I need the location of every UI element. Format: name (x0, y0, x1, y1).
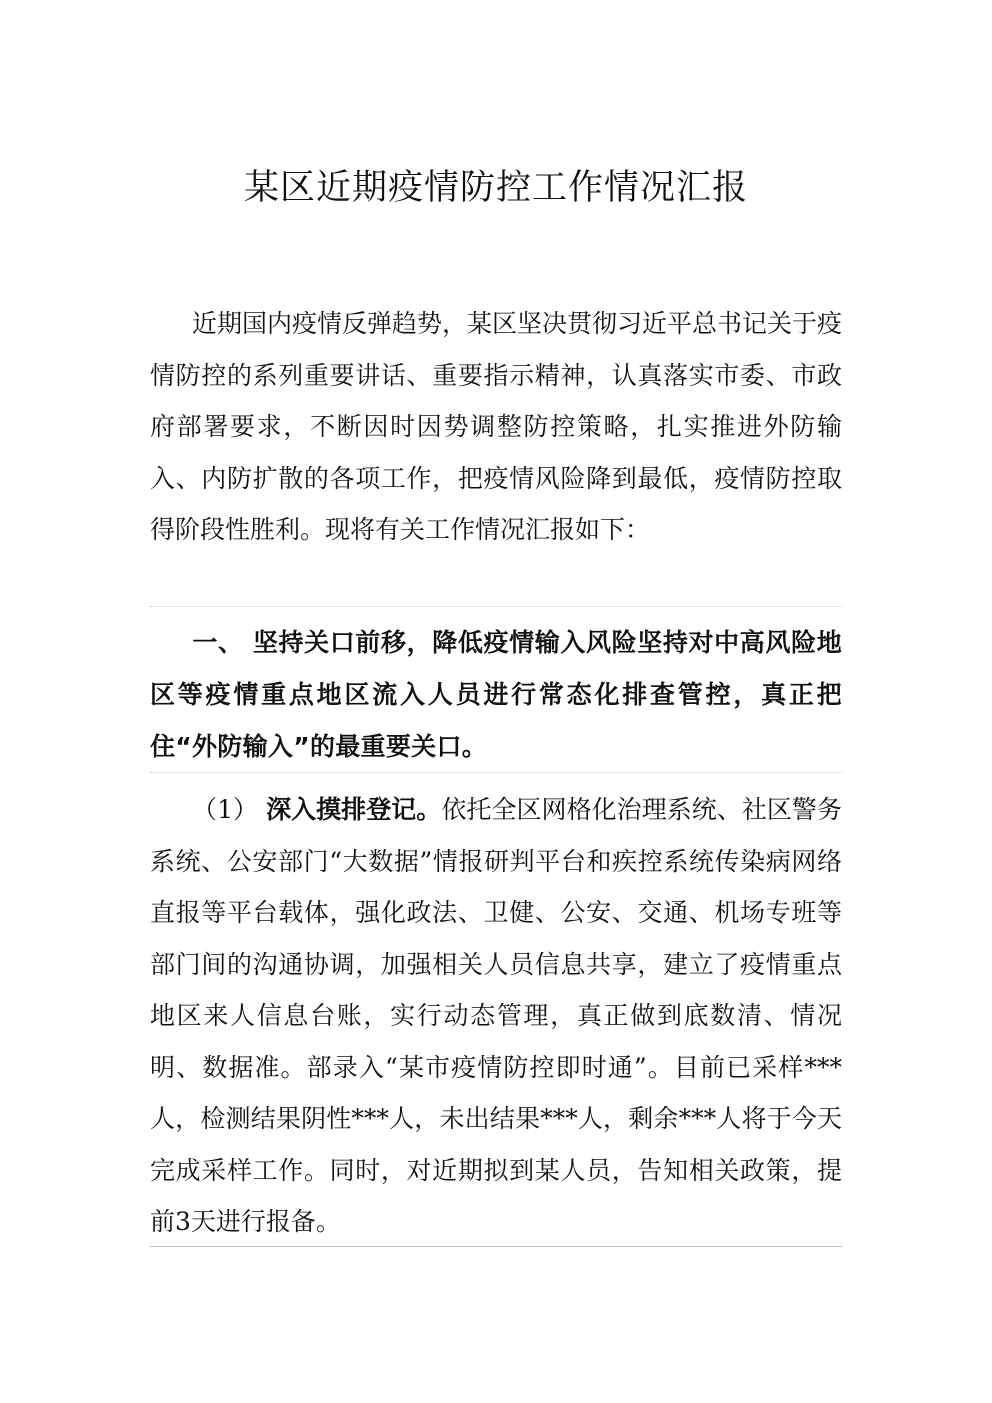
section-heading (150, 617, 842, 773)
item-paragraph (150, 784, 842, 1248)
paragraph-divider (150, 606, 842, 607)
item-title: 深入摸排登记。 (266, 795, 442, 824)
document-title: 某区近期疫情防控工作情况汇报 (243, 168, 748, 208)
section-heading-text: 一、 坚持关口前移，降低疫情输入风险坚持对中高风险地区等疫情重点地区流入人员进行常态化排查管控，真正把住“外防输入”的最重要关口。 (150, 628, 842, 761)
item-number: （1） (192, 795, 267, 824)
item-text: 依托全区网格化治理系统、社区警务系统、公安部门“大数据”情报研判平台和疾控系统传染病网络直报等平台载体，强化政法、卫健、公安、交通、机场专班等部门间的沟通协调，加强相关人员信息共享，建立了疫情重点地区来人信息台账，实行动态管理，真正做到底数清、情况明、数据准。部录入“某市疫情防控即时通”。目前已采样***人，检测结果阴性***人，未出结果***人，剩余***人将于今天完成采样工作。同时，对近期拟到某人员，告知相关政策，提前3天进行报备。 (150, 795, 842, 1236)
paragraph-divider (150, 772, 842, 773)
intro-paragraph-text: 近期国内疫情反弹趋势，某区坚决贯彻习近平总书记关于疫情防控的系列重要讲话、重要指示精神，认真落实市委、市政府部署要求，不断因时因势调整防控策略，扎实推进外防输入、内防扩散的各项工作，把疫情风险降到最低，疫情防控取得阶段性胜利。现将有关工作情况汇报如下： (150, 309, 843, 544)
intro-paragraph (150, 298, 842, 556)
bottom-rule (150, 1246, 842, 1247)
